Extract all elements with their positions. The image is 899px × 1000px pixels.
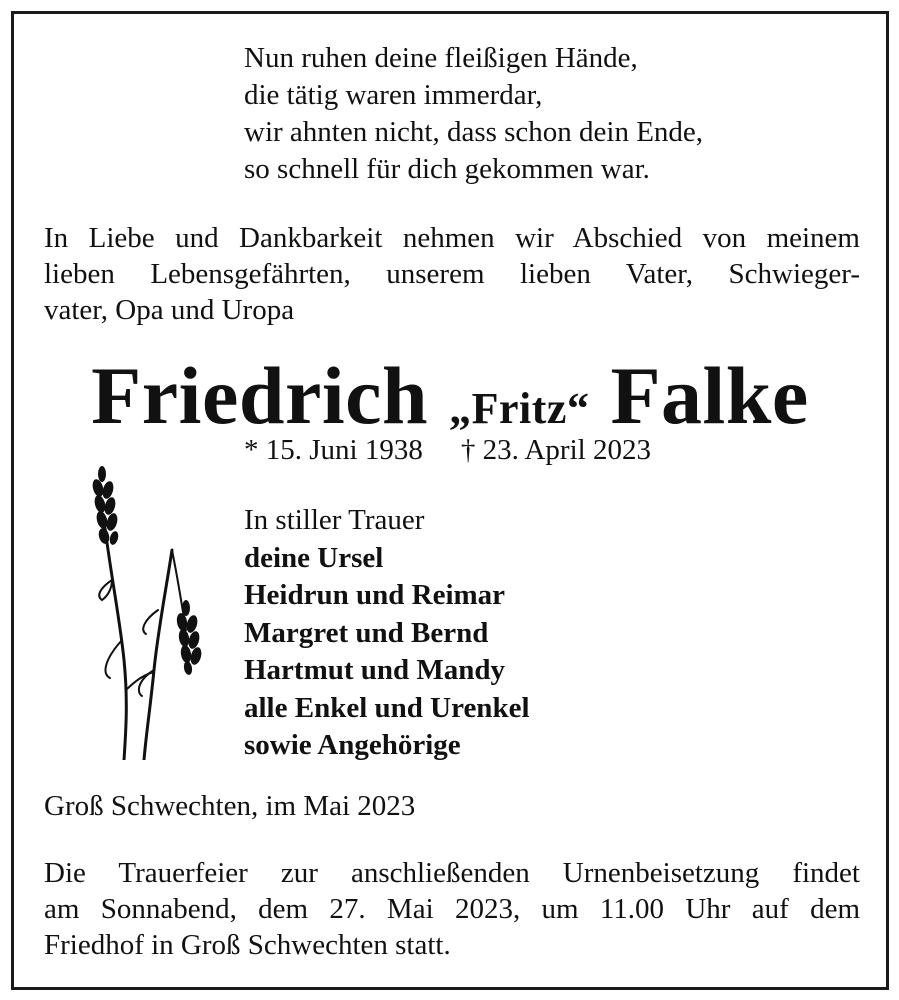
wheat-ears-icon bbox=[74, 460, 204, 760]
mourner-name: alle Enkel und Urenkel bbox=[244, 691, 530, 724]
poem-line: die tätig waren immerdar, bbox=[244, 79, 543, 111]
poem-line: wir ahnten nicht, dass schon dein Ende, bbox=[244, 116, 704, 148]
intro-line: In Liebe und Dankbarkeit nehmen wir Abschied von meinem bbox=[44, 222, 860, 254]
intro-line: lieben Lebensgefährten, unserem lieben Vater, Schwieger- bbox=[44, 258, 860, 290]
nickname: „Fritz“ bbox=[449, 384, 590, 433]
obituary-frame bbox=[11, 11, 889, 990]
poem-line: so schnell für dich gekommen war. bbox=[244, 153, 650, 185]
last-name: Falke bbox=[610, 350, 809, 441]
intro-line: vater, Opa und Uropa bbox=[44, 294, 295, 326]
mourner-name: sowie Angehörige bbox=[244, 729, 461, 761]
place-date: Groß Schwechten, im Mai 2023 bbox=[44, 790, 416, 822]
life-dates bbox=[244, 432, 651, 468]
poem bbox=[244, 40, 703, 188]
funeral-line: Friedhof in Groß Schwechten statt. bbox=[44, 929, 451, 961]
first-name: Friedrich bbox=[91, 350, 429, 441]
death-date: † 23. April 2023 bbox=[460, 434, 651, 466]
mourners-block bbox=[244, 502, 530, 765]
poem-line: Nun ruhen deine fleißigen Hände, bbox=[244, 42, 638, 74]
funeral-line: Die Trauerfeier zur anschließenden Urnenbeisetzung findet bbox=[44, 857, 860, 889]
mourner-name: Hartmut und Mandy bbox=[244, 654, 506, 686]
mourner-name: deine Ursel bbox=[244, 541, 384, 574]
mourner-name: Margret und Bernd bbox=[244, 616, 489, 649]
mourner-name: Heidrun und Reimar bbox=[244, 579, 506, 611]
funeral-info bbox=[44, 855, 860, 963]
mourners-heading: In stiller Trauer bbox=[244, 504, 425, 536]
intro-text bbox=[44, 220, 860, 328]
birth-date: * 15. Juni 1938 bbox=[244, 434, 423, 466]
funeral-line: am Sonnabend, dem 27. Mai 2023, um 11.00 Uhr auf dem bbox=[44, 893, 860, 925]
